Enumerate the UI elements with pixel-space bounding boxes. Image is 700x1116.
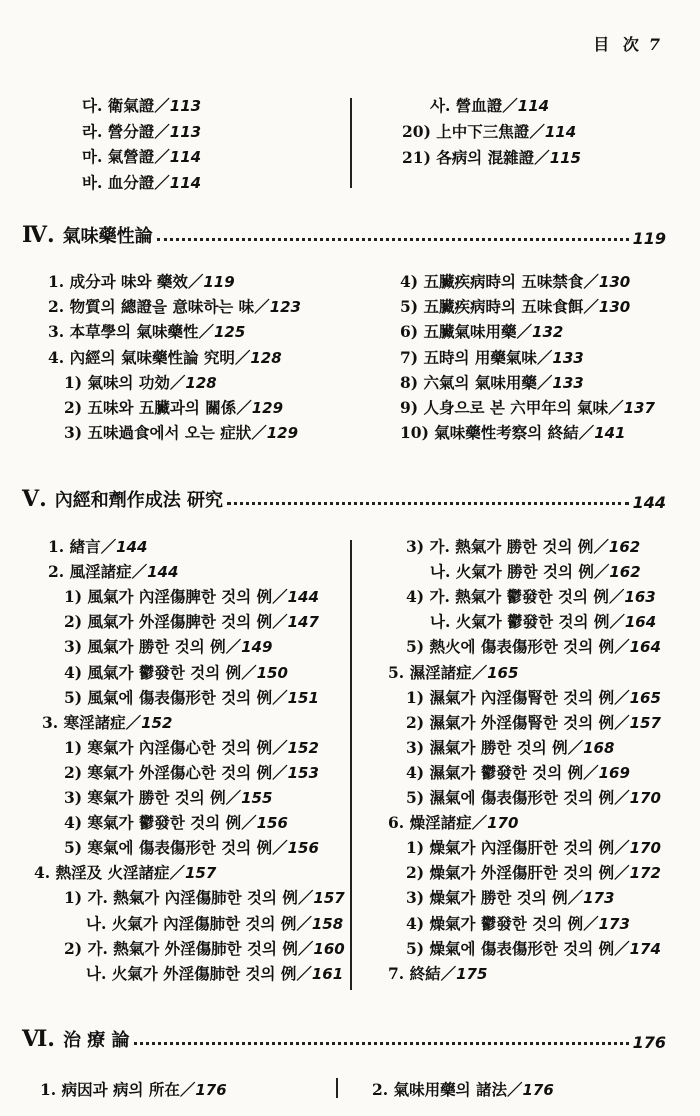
entry-separator: ／	[614, 838, 630, 858]
toc-entry	[406, 838, 661, 858]
toc-entry	[64, 587, 319, 607]
toc-entry	[430, 612, 656, 632]
entry-title: 3) 濕氣가 勝한 것의 例	[406, 737, 568, 757]
entry-separator: ／	[154, 173, 170, 193]
entry-title: 3) 風氣가 勝한 것의 例	[64, 637, 226, 657]
toc-entry	[406, 713, 661, 733]
leader-dots	[227, 502, 629, 505]
entry-title: 3) 五味過食에서 오는 症狀	[64, 423, 252, 443]
entry-title: 3) 燥氣가 勝한 것의 例	[406, 888, 568, 908]
entry-page: 132	[532, 323, 564, 342]
entry-separator: ／	[567, 888, 584, 908]
entry-separator: ／	[236, 398, 252, 417]
entry-page: 130	[598, 273, 631, 291]
entry-page: 114	[544, 123, 577, 141]
entry-page: 144	[116, 538, 148, 556]
entry-separator: ／	[583, 762, 599, 782]
entry-page: 113	[169, 122, 202, 141]
chapter-heading	[22, 218, 666, 248]
entry-page: 160	[313, 939, 345, 958]
toc-entry	[400, 423, 626, 443]
entry-page: 144	[287, 588, 319, 607]
toc-entry	[82, 96, 201, 116]
entry-title: 다. 衛氣證	[82, 96, 155, 115]
toc-entry	[406, 537, 640, 557]
entry-title: 3. 本草學의 氣味藥性	[48, 322, 199, 342]
entry-page: 158	[311, 914, 344, 933]
chapter-number: Ⅵ.	[22, 1026, 55, 1052]
entry-title: 5. 濕淫諸症	[388, 662, 472, 682]
entry-separator: ／	[506, 1080, 523, 1099]
entry-separator: ／	[251, 423, 267, 443]
entry-title: 2. 氣味用藥의 諸法	[372, 1080, 507, 1099]
entry-separator: ／	[593, 562, 610, 582]
entry-title: 20) 上中下三焦證	[402, 122, 530, 141]
entry-title: 2. 物質의 總證을 意味하는 味	[48, 297, 255, 317]
entry-separator: ／	[272, 762, 288, 782]
entry-title: 5) 五臟疾病時의 五味食餌	[400, 297, 584, 317]
entry-title: 5) 濕氣에 傷表傷形한 것의 例	[406, 788, 615, 807]
entry-page: 172	[629, 864, 661, 883]
entry-page: 163	[624, 588, 656, 607]
entry-page: 170	[487, 814, 519, 833]
entry-page: 129	[251, 399, 284, 417]
toc-entry	[64, 398, 283, 418]
toc-entry	[86, 964, 343, 984]
entry-separator: ／	[614, 637, 630, 657]
entry-separator: ／	[297, 888, 314, 908]
toc-entry	[64, 888, 345, 908]
entry-title: 5) 熱火에 傷表傷形한 것의 例	[406, 637, 615, 657]
entry-title: 2) 가. 熱氣가 外淫傷肺한 것의 例	[64, 938, 298, 958]
toc-entry	[400, 398, 655, 418]
entry-separator: ／	[225, 637, 242, 657]
column-divider	[350, 540, 352, 990]
entry-page: 155	[241, 789, 273, 807]
entry-title: 6) 五臟氣味用藥	[400, 322, 517, 342]
entry-separator: ／	[583, 913, 599, 933]
entry-title: 4. 熱淫及 火淫諸症	[34, 863, 170, 883]
entry-title: 2) 濕氣가 外淫傷腎한 것의 例	[406, 712, 615, 732]
entry-title: 2) 風氣가 外淫傷脾한 것의 例	[64, 612, 273, 632]
toc-entry	[82, 173, 201, 193]
entry-page: 125	[213, 323, 246, 342]
toc-entry	[42, 713, 172, 733]
toc-entry	[388, 663, 518, 683]
chapter-page: 176	[632, 1033, 666, 1052]
entry-separator: ／	[187, 272, 204, 291]
entry-separator: ／	[529, 122, 545, 141]
entry-separator: ／	[198, 322, 214, 342]
entry-title: 1. 緖言	[48, 537, 101, 556]
entry-page: 157	[185, 864, 217, 883]
toc-entry	[82, 122, 201, 142]
chapter-title: 內經和劑作成法 研究	[54, 490, 224, 511]
entry-title: 4) 寒氣가 鬱發한 것의 例	[64, 813, 242, 833]
entry-title: 5) 寒氣에 傷表傷形한 것의 例	[64, 838, 273, 858]
entry-page: 170	[629, 839, 661, 858]
entry-title: 나. 火氣가 內淫傷肺한 것의 例	[86, 913, 297, 933]
entry-page: 137	[623, 399, 655, 417]
entry-page: 144	[147, 563, 179, 582]
toc-entry	[406, 863, 661, 883]
leader-dots	[134, 1042, 629, 1045]
toc-entry	[64, 738, 319, 758]
entry-page: 114	[517, 97, 550, 115]
toc-entry	[34, 863, 216, 883]
entry-title: 4) 燥氣가 鬱發한 것의 例	[406, 913, 584, 933]
toc-entry	[406, 888, 614, 908]
page-number: 7	[648, 35, 664, 54]
entry-page: 161	[311, 964, 344, 983]
header-label: 目 次	[593, 35, 643, 54]
toc-entry	[48, 297, 301, 317]
toc-entry	[406, 587, 656, 607]
entry-separator: ／	[516, 322, 533, 342]
entry-separator: ／	[609, 612, 625, 632]
entry-title: 1) 가. 熱氣가 內淫傷肺한 것의 例	[64, 888, 298, 908]
toc-entry	[430, 96, 549, 116]
entry-separator: ／	[608, 587, 625, 607]
entry-page: 169	[598, 763, 630, 782]
entry-title: 1) 濕氣가 內淫傷腎한 것의 例	[406, 687, 615, 707]
entry-title: 4) 風氣가 鬱發한 것의 例	[64, 662, 242, 682]
entry-separator: ／	[297, 938, 314, 958]
entry-page: 152	[287, 738, 319, 757]
entry-separator: ／	[254, 297, 270, 317]
entry-title: 5) 風氣에 傷表傷形한 것의 例	[64, 687, 273, 707]
toc-entry	[372, 1080, 554, 1100]
toc-entry	[64, 637, 272, 657]
entry-page: 129	[266, 424, 299, 443]
entry-page: 164	[629, 638, 661, 657]
entry-separator: ／	[296, 913, 312, 933]
leader-dots	[157, 238, 629, 241]
entry-separator: ／	[583, 297, 599, 317]
toc-entry	[388, 964, 487, 984]
entry-page: 114	[169, 174, 202, 193]
entry-title: 1) 風氣가 內淫傷脾한 것의 例	[64, 587, 273, 607]
entry-title: 5) 燥氣에 傷表傷形한 것의 例	[406, 938, 615, 958]
entry-page: 156	[256, 814, 288, 833]
entry-page: 128	[250, 348, 282, 367]
toc-entry	[86, 914, 343, 934]
entry-title: 2. 風淫諸症	[48, 562, 132, 582]
entry-separator: ／	[125, 712, 142, 732]
toc-entry	[64, 813, 288, 833]
entry-separator: ／	[154, 121, 170, 141]
entry-title: 4) 가. 熱氣가 鬱發한 것의 例	[406, 587, 609, 607]
entry-separator: ／	[272, 687, 288, 707]
entry-title: 6. 燥淫諸症	[388, 813, 472, 833]
toc-entry	[402, 148, 581, 168]
entry-separator: ／	[154, 147, 170, 167]
entry-separator: ／	[131, 562, 148, 582]
toc-entry	[406, 738, 614, 758]
entry-title: 4) 濕氣가 鬱發한 것의 例	[406, 762, 584, 782]
toc-entry	[400, 297, 630, 317]
entry-separator: ／	[614, 788, 630, 807]
chapter-number: Ⅳ.	[22, 222, 55, 248]
entry-page: 165	[629, 688, 661, 707]
chapter-heading	[22, 482, 666, 512]
toc-entry	[406, 914, 630, 934]
entry-title: 21) 各病의 混雜證	[402, 148, 535, 167]
entry-page: 123	[269, 298, 301, 317]
entry-title: 1) 寒氣가 內淫傷心한 것의 例	[64, 737, 273, 757]
toc-entry	[406, 637, 661, 657]
entry-page: 162	[608, 538, 641, 556]
entry-separator: ／	[608, 398, 624, 417]
entry-separator: ／	[593, 537, 609, 556]
toc-entry	[64, 423, 298, 443]
entry-page: 115	[549, 149, 581, 167]
entry-page: 170	[629, 789, 661, 807]
entry-separator: ／	[578, 423, 595, 443]
entry-title: 4. 內經의 氣味藥性論 究明	[48, 347, 235, 367]
entry-title: 1) 氣味의 功効	[64, 372, 170, 392]
entry-separator: ／	[225, 788, 242, 807]
toc-entry	[64, 612, 319, 632]
toc-entry	[40, 1080, 227, 1100]
entry-title: 4) 五臟疾病時의 五味禁食	[400, 272, 584, 291]
entry-page: 173	[583, 889, 615, 908]
entry-page: 128	[185, 373, 217, 392]
toc-entry	[64, 939, 345, 959]
entry-title: 3) 寒氣가 勝한 것의 例	[64, 788, 226, 807]
toc-entry	[430, 562, 641, 582]
entry-page: 119	[203, 273, 235, 291]
entry-page: 133	[552, 348, 584, 367]
entry-page: 165	[487, 663, 519, 682]
entry-title: 나. 火氣가 鬱發한 것의 例	[430, 612, 610, 632]
entry-page: 164	[624, 613, 657, 632]
page-header	[593, 32, 664, 55]
entry-separator: ／	[534, 148, 550, 167]
entry-page: 157	[629, 713, 661, 732]
entry-page: 152	[141, 713, 173, 732]
entry-page: 150	[256, 663, 288, 682]
toc-entry	[64, 763, 319, 783]
toc-entry	[48, 562, 178, 582]
entry-title: 7. 終結	[388, 963, 441, 983]
entry-separator: ／	[614, 938, 630, 958]
toc-entry	[48, 272, 235, 292]
toc-entry	[406, 939, 661, 959]
toc-entry	[64, 373, 217, 393]
toc-entry	[406, 763, 630, 783]
entry-separator: ／	[272, 587, 288, 607]
entry-title: 라. 營分證	[82, 121, 155, 141]
entry-separator: ／	[241, 813, 257, 833]
entry-separator: ／	[169, 372, 186, 392]
toc-entry	[400, 322, 563, 342]
entry-separator: ／	[471, 813, 488, 833]
entry-page: 114	[169, 148, 202, 167]
entry-separator: ／	[536, 372, 553, 392]
chapter-title: 氣味藥性論	[62, 226, 153, 247]
entry-separator: ／	[179, 1080, 196, 1099]
entry-separator: ／	[614, 712, 630, 732]
entry-page: 141	[594, 424, 626, 443]
entry-page: 153	[287, 763, 319, 782]
entry-title: 사. 營血證	[430, 96, 503, 115]
chapter-page: 144	[632, 493, 666, 512]
entry-page: 176	[195, 1081, 227, 1099]
toc-entry	[406, 788, 661, 808]
entry-title: 3) 가. 熱氣가 勝한 것의 例	[406, 537, 594, 556]
entry-separator: ／	[154, 96, 170, 115]
toc-entry	[48, 322, 245, 342]
entry-separator: ／	[272, 612, 288, 632]
chapter-page: 119	[632, 229, 666, 248]
column-divider	[336, 1078, 338, 1098]
entry-separator: ／	[241, 662, 257, 682]
toc-entry	[48, 537, 147, 557]
toc-entry	[64, 688, 319, 708]
entry-page: 130	[598, 298, 631, 317]
entry-separator: ／	[272, 838, 288, 858]
entry-separator: ／	[502, 96, 518, 115]
entry-title: 1) 燥氣가 內淫傷肝한 것의 例	[406, 838, 615, 858]
entry-page: 149	[241, 638, 273, 657]
entry-title: 1. 成分과 味와 藥效	[48, 272, 188, 291]
entry-title: 2) 寒氣가 外淫傷心한 것의 例	[64, 762, 273, 782]
entry-title: 10) 氣味藥性考察의 終結	[400, 423, 579, 443]
entry-title: 바. 血分證	[82, 173, 155, 193]
entry-page: 151	[287, 688, 319, 707]
column-divider	[350, 98, 352, 188]
toc-entry	[64, 838, 319, 858]
entry-page: 173	[598, 914, 630, 933]
entry-page: 162	[609, 563, 641, 582]
entry-title: 나. 火氣가 勝한 것의 例	[430, 562, 594, 582]
entry-separator: ／	[471, 662, 488, 682]
toc-entry	[400, 272, 630, 292]
entry-page: 113	[169, 97, 202, 115]
entry-page: 175	[456, 964, 488, 983]
chapter-heading	[22, 1022, 666, 1052]
entry-separator: ／	[583, 272, 599, 291]
entry-title: 8) 六氣의 氣味用藥	[400, 372, 537, 392]
entry-separator: ／	[169, 863, 185, 883]
entry-title: 7) 五時의 用藥氣味	[400, 347, 537, 367]
entry-page: 156	[287, 839, 319, 858]
entry-separator: ／	[100, 537, 117, 556]
toc-entry	[64, 788, 272, 808]
toc-entry	[400, 373, 584, 393]
entry-separator: ／	[614, 687, 630, 707]
entry-separator: ／	[296, 963, 312, 983]
toc-entry	[402, 122, 576, 142]
entry-title: 나. 火氣가 外淫傷肺한 것의 例	[86, 963, 297, 983]
toc-entry	[406, 688, 661, 708]
toc-entry	[82, 147, 201, 167]
chapter-number: Ⅴ.	[22, 486, 47, 512]
entry-page: 168	[583, 738, 615, 757]
entry-page: 176	[522, 1081, 554, 1099]
entry-title: 3. 寒淫諸症	[42, 712, 126, 732]
entry-title: 2) 五味와 五臟과의 關係	[64, 398, 237, 417]
toc-entry	[388, 813, 518, 833]
entry-separator: ／	[272, 737, 288, 757]
entry-page: 174	[629, 939, 661, 958]
entry-title: 2) 燥氣가 外淫傷肝한 것의 例	[406, 863, 615, 883]
entry-separator: ／	[536, 347, 553, 367]
entry-separator: ／	[440, 963, 457, 983]
entry-page: 147	[287, 613, 319, 632]
entry-separator: ／	[234, 347, 251, 367]
toc-entry	[64, 663, 288, 683]
toc-entry	[48, 348, 282, 368]
entry-title: 9) 人身으로 본 六甲年의 氣味	[400, 398, 609, 417]
entry-page: 157	[313, 889, 345, 908]
toc-entry	[400, 348, 584, 368]
entry-title: 1. 病因과 病의 所在	[40, 1080, 180, 1099]
chapter-title: 治 療 論	[62, 1030, 130, 1051]
entry-separator: ／	[567, 737, 584, 757]
entry-page: 133	[552, 373, 584, 392]
entry-title: 마. 氣營證	[82, 147, 155, 167]
entry-separator: ／	[614, 863, 630, 883]
